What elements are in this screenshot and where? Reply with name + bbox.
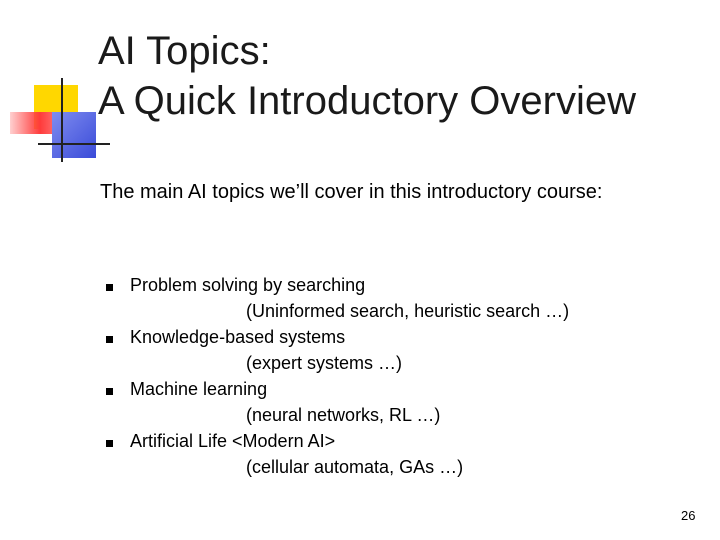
topic-details: (cellular automata, GAs …) xyxy=(246,457,464,477)
topic-list xyxy=(106,272,569,480)
topic-title: Machine learning xyxy=(130,379,268,399)
topic-title: Artificial Life <Modern AI> xyxy=(130,431,336,451)
square-bullet-icon xyxy=(106,388,113,395)
page-number: 26 xyxy=(681,508,696,523)
slide-title xyxy=(98,26,636,126)
square-bullet-icon xyxy=(106,440,113,447)
slide-title-line-2: A Quick Introductory Overview xyxy=(98,79,636,123)
square-bullet-icon xyxy=(106,336,113,343)
decor-horizontal-line xyxy=(38,143,110,145)
list-item xyxy=(106,324,569,376)
square-bullet-icon xyxy=(106,284,113,291)
decor-vertical-line xyxy=(61,78,63,162)
topic-details: (expert systems …) xyxy=(246,353,403,373)
topic-details: (neural networks, RL …) xyxy=(246,405,441,425)
topic-title: Problem solving by searching xyxy=(130,275,366,295)
list-item xyxy=(106,428,569,480)
decor-blue-square xyxy=(52,112,96,158)
topic-title: Knowledge-based systems xyxy=(130,327,346,347)
slide-title-line-1: AI Topics: xyxy=(98,29,271,73)
list-item xyxy=(106,272,569,324)
topic-details: (Uninformed search, heuristic search …) xyxy=(246,301,570,321)
intro-text: The main AI topics we’ll cover in this introductory course: xyxy=(100,181,603,203)
list-item xyxy=(106,376,569,428)
